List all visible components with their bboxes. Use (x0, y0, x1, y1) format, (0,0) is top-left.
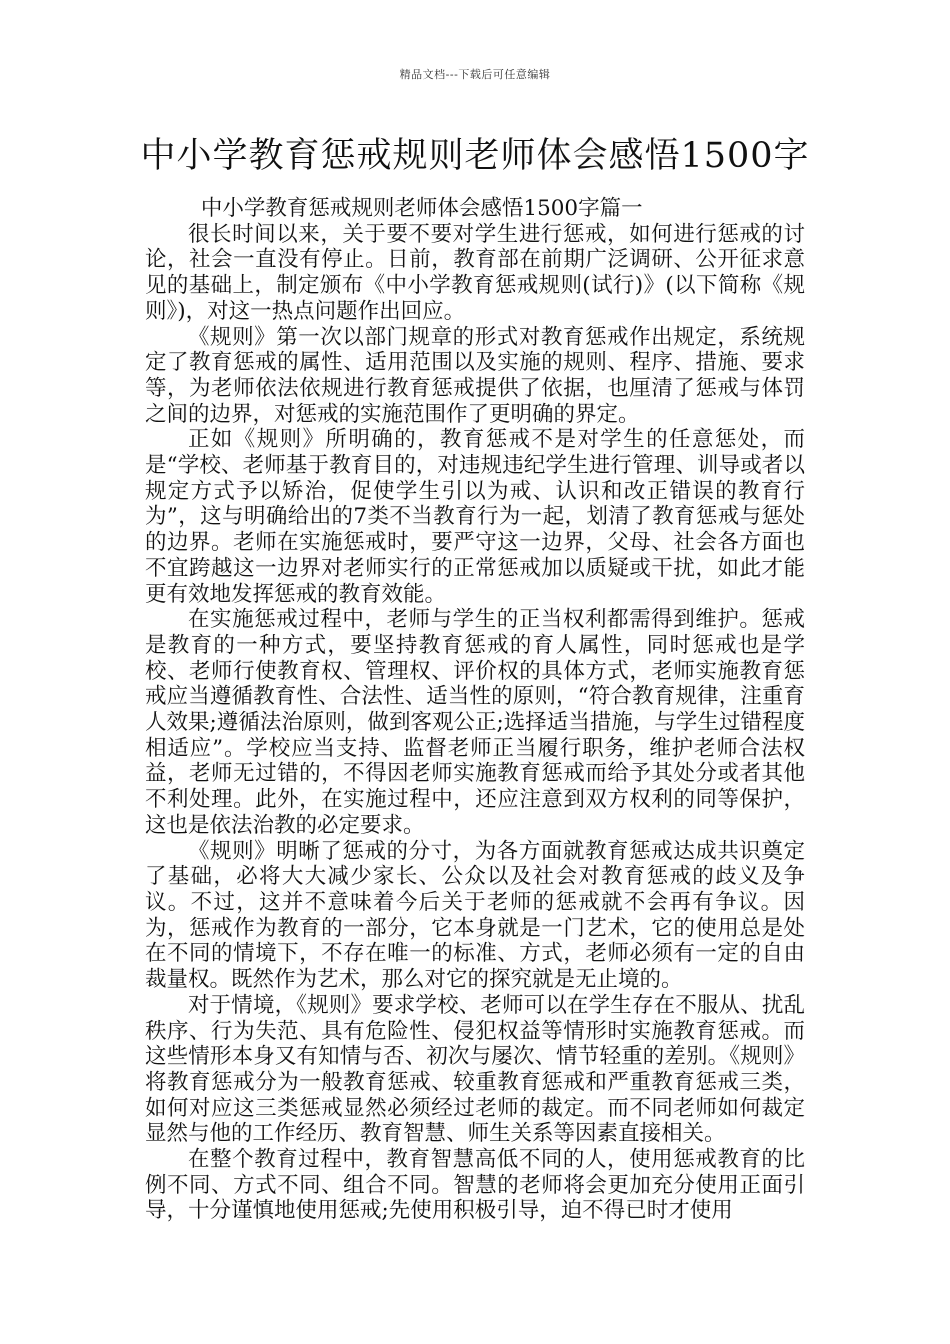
header-note: 精品文档---下载后可任意编辑 (399, 68, 551, 81)
paragraph: 正如《规则》所明确的，教育惩戒不是对学生的任意惩处，而是“学校、老师基于教育目的，对违规违纪学生进行管理、训导或者以规定方式予以矫治，促使学生引以为戒、认识和改正错误的教育行为”，这与明确给出的7类不当教育行为一起，划清了教育惩戒与惩处的边界。老师在实施惩戒时，要严守这一边界，父母、社会各方面也不宜跨越这一边界对老师实行的正常惩戒加以质疑或干扰，如此才能更有效地发挥惩戒的教育效能。 (145, 427, 805, 607)
paragraph: 《规则》第一次以部门规章的形式对教育惩戒作出规定，系统规定了教育惩戒的属性、适用范围以及实施的规则、程序、措施、要求等，为老师依法依规进行教育惩戒提供了依据，也厘清了惩戒与体罚之间的边界，对惩戒的实施范围作了更明确的界定。 (145, 324, 805, 427)
paragraph: 很长时间以来，关于要不要对学生进行惩戒，如何进行惩戒的讨论，社会一直没有停止。日前，教育部在前期广泛调研、公开征求意见的基础上，制定颁布《中小学教育惩戒规则(试行)》(以下简称《规则》)，对这一热点问题作出回应。 (145, 221, 805, 324)
document-title: 中小学教育惩戒规则老师体会感悟1500字 (140, 136, 810, 176)
paragraph: 在整个教育过程中，教育智慧高低不同的人，使用惩戒教育的比例不同、方式不同、组合不同。智慧的老师将会更加充分使用正面引导，十分谨慎地使用惩戒;先使用积极引导，迫不得已时才使用 (145, 1147, 805, 1224)
document-body (145, 196, 805, 1224)
section-subtitle: 中小学教育惩戒规则老师体会感悟1500字篇一 (200, 196, 643, 221)
paragraph: 《规则》明晰了惩戒的分寸，为各方面就教育惩戒达成共识奠定了基础，必将大大减少家长、公众以及社会对教育惩戒的歧义及争议。不过，这并不意味着今后关于老师的惩戒就不会再有争议。因为，惩戒作为教育的一部分，它本身就是一门艺术，它的使用总是处在不同的情境下，不存在唯一的标准、方式，老师必须有一定的自由裁量权。既然作为艺术，那么对它的探究就是无止境的。 (145, 838, 805, 993)
paragraph: 在实施惩戒过程中，老师与学生的正当权利都需得到维护。惩戒是教育的一种方式，要坚持教育惩戒的育人属性，同时惩戒也是学校、老师行使教育权、管理权、评价权的具体方式，老师实施教育惩戒应当遵循教育性、合法性、适当性的原则，“符合教育规律，注重育人效果;遵循法治原则，做到客观公正;选择适当措施，与学生过错程度相适应”。学校应当支持、监督老师正当履行职务，维护老师合法权益，老师无过错的，不得因老师实施教育惩戒而给予其处分或者其他不利处理。此外，在实施过程中，还应注意到双方权利的同等保护，这也是依法治教的必定要求。 (145, 607, 805, 838)
paragraph: 对于情境，《规则》要求学校、老师可以在学生存在不服从、扰乱秩序、行为失范、具有危险性、侵犯权益等情形时实施教育惩戒。而这些情形本身又有知情与否、初次与屡次、情节轻重的差别。《规则》将教育惩戒分为一般教育惩戒、较重教育惩戒和严重教育惩戒三类，如何对应这三类惩戒显然必须经过老师的裁定。而不同老师如何裁定显然与他的工作经历、教育智慧、师生关系等因素直接相关。 (145, 992, 805, 1147)
